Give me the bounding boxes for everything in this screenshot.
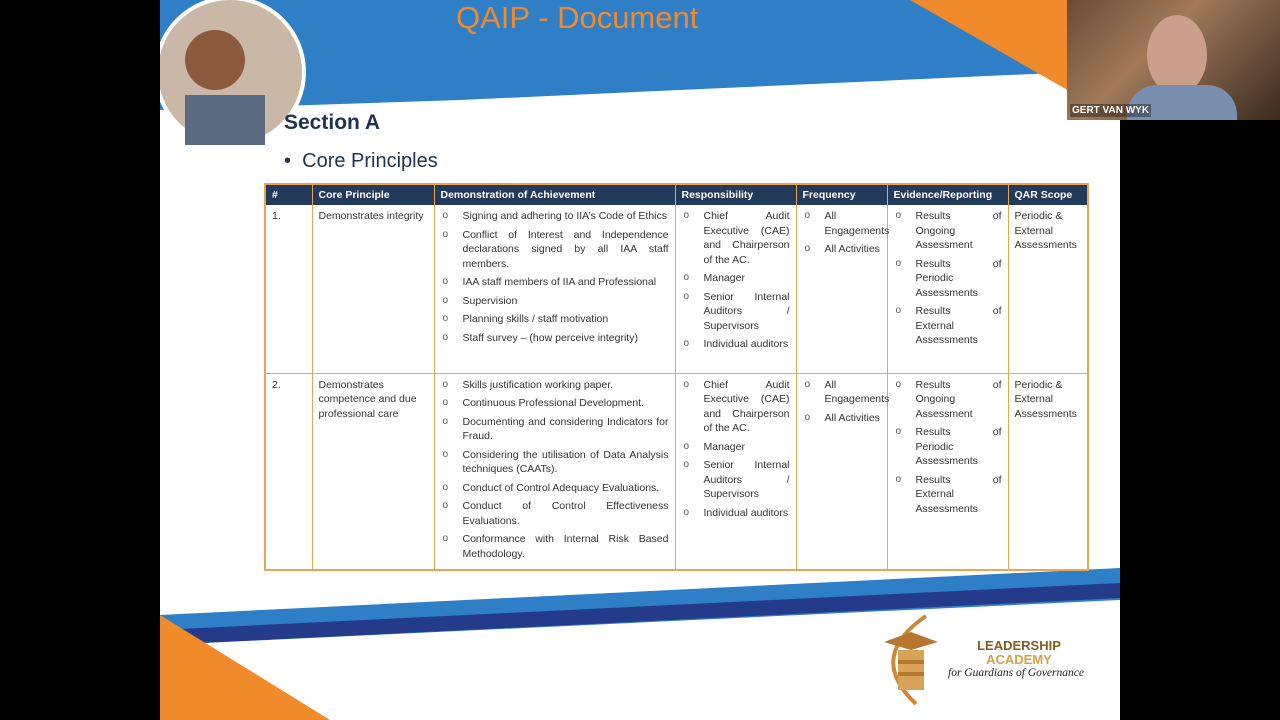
evidence-cell-list: [894, 378, 1002, 517]
qar-scope-cell: Periodic & External Assessments: [1008, 373, 1088, 570]
list-item: o Senior Internal Auditors / Supervisors: [682, 458, 790, 502]
table-row: [265, 205, 1088, 373]
frequency-cell: [796, 373, 890, 570]
section-heading: Section A: [284, 111, 381, 134]
list-item: o Results of Periodic Assessments: [894, 257, 1002, 301]
core-principle-cell: Demonstrates integrity: [312, 205, 434, 373]
leadership-academy-logo: [876, 612, 1116, 712]
col-header: Evidence/Reporting: [887, 184, 1008, 205]
list-item: o Planning skills / staff motivation: [441, 312, 669, 327]
list-item: o Documenting and considering Indicators for Fraud.: [441, 415, 669, 444]
evidence-cell: [887, 373, 1008, 570]
responsibility-cell: [675, 205, 796, 373]
col-header: Frequency: [796, 184, 887, 205]
responsibility-cell-list: [682, 209, 790, 352]
participant-face: [1147, 15, 1207, 95]
row-number: 2.: [265, 373, 312, 570]
achievement-cell-list: [441, 209, 669, 345]
list-item: o Continuous Professional Development.: [441, 396, 669, 411]
list-item: o Conformance with Internal Risk Based Methodology.: [441, 532, 669, 561]
responsibility-cell-list: [682, 378, 790, 521]
col-header: QAR Scope: [1008, 184, 1088, 205]
list-item: o Manager: [682, 440, 790, 455]
participant-name: GERT VAN WYK: [1072, 105, 1150, 116]
table-row: [265, 373, 1088, 570]
list-item: o IAA staff members of IIA and Professional: [441, 275, 669, 290]
list-item: o Conflict of Interest and Independence declarations signed by all IAA staff members.: [441, 228, 669, 272]
list-item: o Chief Audit Executive (CAE) and Chairperson of the AC.: [682, 378, 790, 436]
list-item: o Supervision: [441, 294, 669, 309]
col-header: Demonstration of Achievement: [434, 184, 675, 205]
frequency-cell: [796, 205, 890, 373]
col-header: #: [265, 184, 312, 205]
list-item: o Senior Internal Auditors / Supervisors: [682, 290, 790, 334]
achievement-cell: [434, 373, 675, 570]
list-item: o Chief Audit Executive (CAE) and Chairperson of the AC.: [682, 209, 790, 267]
col-header: Responsibility: [675, 184, 796, 205]
frequency-cell-list: [803, 209, 890, 257]
logo-line2: ACADEMY: [986, 652, 1052, 667]
evidence-cell: [887, 205, 1008, 373]
list-item: o Conduct of Control Effectiveness Evaluations.: [441, 499, 669, 528]
col-header: Core Principle: [312, 184, 434, 205]
list-item: o Considering the utilisation of Data Analysis techniques (CAATs).: [441, 448, 669, 477]
list-item: o Manager: [682, 271, 790, 286]
list-item: o Results of External Assessments: [894, 473, 1002, 517]
list-item: o All Activities: [803, 242, 881, 257]
list-item: o All Engagements: [803, 378, 881, 407]
frequency-cell-list: [803, 378, 890, 426]
academy-emblem-icon: [876, 612, 946, 707]
list-item: o All Engagements: [803, 209, 881, 238]
table-header-row: [265, 184, 1088, 205]
list-item: o Results of Periodic Assessments: [894, 425, 1002, 469]
list-item: o Results of External Assessments: [894, 304, 1002, 348]
list-item: o All Activities: [803, 411, 881, 426]
qar-scope-cell: Periodic & External Assessments: [1008, 205, 1088, 373]
achievement-cell: [434, 205, 675, 373]
list-item: o Individual auditors: [682, 337, 790, 352]
list-item: o Conduct of Control Adequacy Evaluations.: [441, 481, 669, 496]
bullet-text: Core Principles: [302, 150, 438, 172]
responsibility-cell: [675, 373, 796, 570]
logo-line1: LEADERSHIP: [977, 638, 1061, 653]
slide-title: QAIP - Document: [456, 0, 699, 35]
presentation-slide: [160, 0, 1120, 720]
core-principle-cell: Demonstrates competence and due professional care: [312, 373, 434, 570]
core-principles-table: [264, 183, 1089, 571]
list-item: o Individual auditors: [682, 506, 790, 521]
participant-video-tile[interactable]: [1067, 0, 1280, 120]
row-number: 1.: [265, 205, 312, 373]
list-item: o Results of Ongoing Assessment: [894, 209, 1002, 253]
achievement-cell-list: [441, 378, 669, 562]
list-item: o Signing and adhering to IIA’s Code of Ethics: [441, 209, 669, 224]
list-item: o Staff survey – (how perceive integrity): [441, 331, 669, 346]
evidence-cell-list: [894, 209, 1002, 348]
list-item: o Results of Ongoing Assessment: [894, 378, 1002, 422]
bullet-heading: • Core Principles: [284, 150, 438, 172]
list-item: o Skills justification working paper.: [441, 378, 669, 393]
logo-tagline: for Guardians of Governance: [948, 667, 1084, 679]
